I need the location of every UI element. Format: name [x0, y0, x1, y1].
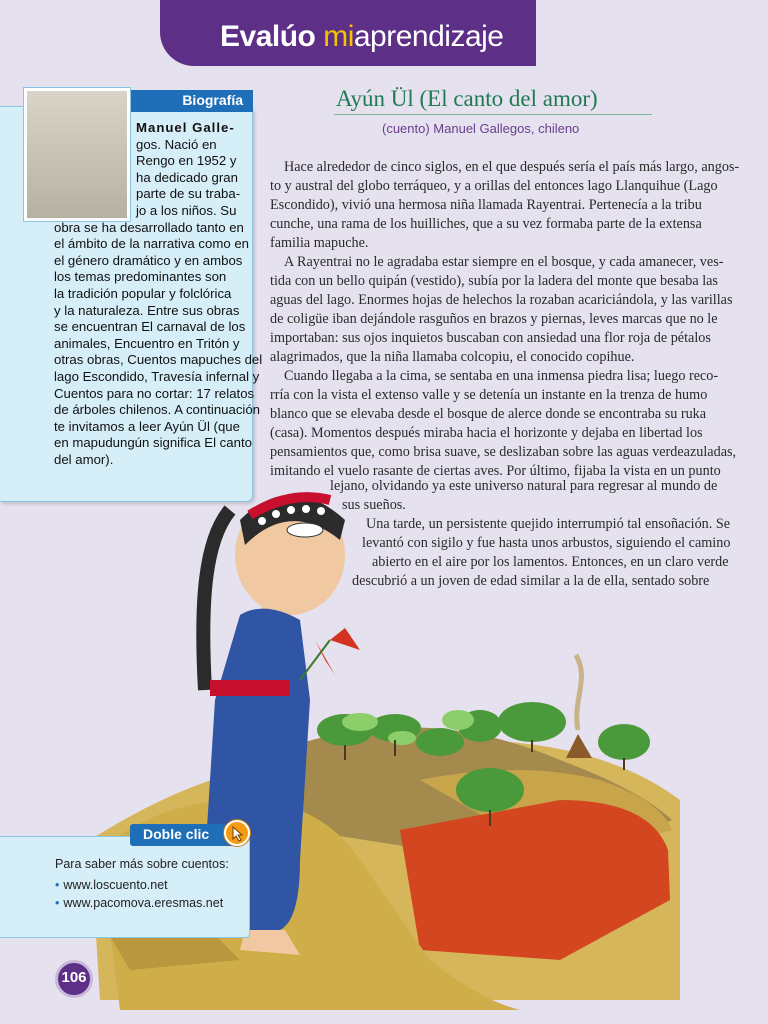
story-line: (casa). Momentos después miraba hacia el horizonte y dejaba en libertad los	[270, 425, 703, 441]
biography-text	[54, 120, 263, 468]
story-line: importaban: sus ojos inquietos buscaban con ansiedad una flor roja de pétalos	[270, 330, 711, 346]
story-line: aguas del lago. Enormes hojas de helechos la rozaban acariciándola, y las varillas	[270, 292, 733, 308]
biography-heading-bar	[128, 90, 253, 112]
biography-line: jo a los niños. Su	[136, 202, 237, 218]
story-line: de coligüe iban dejándole rasguños en brazos y piernas, leves marcas que no le	[270, 311, 718, 327]
biography-line: animales, Encuentro en Tritón y	[54, 335, 240, 351]
biography-line: se encuentran El carnaval de los	[54, 319, 246, 335]
bullet-icon: •	[55, 878, 60, 892]
story-line: rría con la vista el extenso valle y se detenía un instante en la trenza de humo	[270, 387, 708, 403]
story-subtitle: (cuento) Manuel Gallegos, chileno	[382, 121, 580, 136]
story-line: alagrimados, que la niña llamaba colcopiu, el conocido copihue.	[270, 349, 635, 365]
biography-line: el ámbito de la narrativa como en	[54, 236, 249, 252]
biography-line: ha dedicado gran	[136, 169, 238, 185]
section-title-word-1: Evalúo	[220, 20, 316, 53]
biography-line: obra se ha desarrollado tanto en	[54, 219, 244, 235]
biography-heading: Biografía	[182, 92, 243, 108]
story-line: Escondido), vivió una hermosa niña llamada Rayentrai. Pertenecía a la tribu	[270, 197, 702, 213]
link-loscuento[interactable]: www.loscuento.net	[63, 878, 168, 892]
story-line: A Rayentrai no le agradaba estar siempre en el bosque, y cada amanecer, ves-	[284, 254, 724, 270]
biography-line: otras obras, Cuentos mapuches del	[54, 352, 263, 368]
story-line: Hace alrededor de cinco siglos, en el que después sería el país más largo, angos-	[284, 159, 740, 175]
story-line: abierto en el aire por los lamentos. Entonces, en un claro verde	[372, 554, 729, 570]
story-title: Ayún Ül (El canto del amor)	[336, 86, 598, 111]
biography-line: en mapudungún significa El canto	[54, 435, 252, 451]
story-line: sus sueños.	[342, 497, 406, 513]
biography-line: lago Escondido, Travesía infernal y	[54, 368, 260, 384]
section-title-word-3: aprendizaje	[353, 20, 504, 53]
story-line: lejano, olvidando ya este universo natural para regresar al mundo de	[330, 478, 718, 494]
doble-clic-link-item[interactable]	[55, 878, 168, 892]
biography-line: Cuentos para no cortar: 17 relatos	[54, 385, 255, 401]
story-line: pensamientos que, como brisa suave, se deslizaban sobre las aguas verdeazuladas,	[270, 444, 737, 460]
story-line: blanco que se elevaba desde el bosque de alerce donde se encontraba su ruka	[270, 406, 707, 422]
biography-line: parte de su traba-	[136, 186, 241, 202]
page-number: 106	[61, 969, 87, 986]
story-line: Cuando llegaba a la cima, se sentaba en una inmensa piedra lisa; luego reco-	[284, 368, 719, 384]
story-line: familia mapuche.	[270, 235, 369, 251]
story-line: tida con un bello quipán (vestido), subía por la ladera del monte que besaba las	[270, 273, 718, 289]
doble-clic-link-item[interactable]	[55, 896, 223, 910]
section-title-word-2: mi	[323, 20, 354, 53]
biography-line: Rengo en 1952 y	[136, 153, 237, 169]
story-line: Una tarde, un persistente quejido interrumpió tal ensoñación. Se	[366, 516, 731, 532]
doble-clic-heading: Doble clic	[143, 826, 210, 842]
cursor-click-icon	[224, 820, 250, 846]
biography-line: la tradición popular y folclórica	[54, 285, 232, 301]
biography-line: te invitamos a leer Ayún Ül (que	[54, 418, 240, 434]
biography-line: del amor).	[54, 451, 114, 467]
story-line: cunche, una rama de los huilliches, que a su vez formaba parte de la extensa	[270, 216, 702, 232]
doble-clic-intro: Para saber más sobre cuentos:	[55, 857, 229, 871]
biography-line: Manuel Galle-	[136, 120, 235, 135]
link-pacomova[interactable]: www.pacomova.eresmas.net	[63, 896, 224, 910]
bullet-icon: •	[55, 896, 60, 910]
story-line: to y austral del globo terráqueo, y a orillas del entonces lago Llanquihue (Lago	[270, 178, 718, 194]
biography-line: y la naturaleza. Entre sus obras	[54, 302, 240, 318]
biography-line: de árboles chilenos. A continuación	[54, 402, 261, 418]
biography-line: los temas predominantes son	[54, 269, 227, 285]
story-line: descubrió a un joven de edad similar a la de ella, sentado sobre	[352, 573, 710, 589]
biography-line: el género dramático y en ambos	[54, 252, 243, 268]
story-line: levantó con sigilo y fue hasta unos arbustos, siguiendo el camino	[362, 535, 731, 551]
title-divider	[334, 114, 652, 115]
story-line: imitando el vuelo rasante de ciertas aves. Por último, fijaba la vista en un punto	[270, 463, 721, 479]
biography-line: gos. Nació en	[136, 136, 217, 152]
cursor-arrow-icon	[226, 822, 248, 844]
